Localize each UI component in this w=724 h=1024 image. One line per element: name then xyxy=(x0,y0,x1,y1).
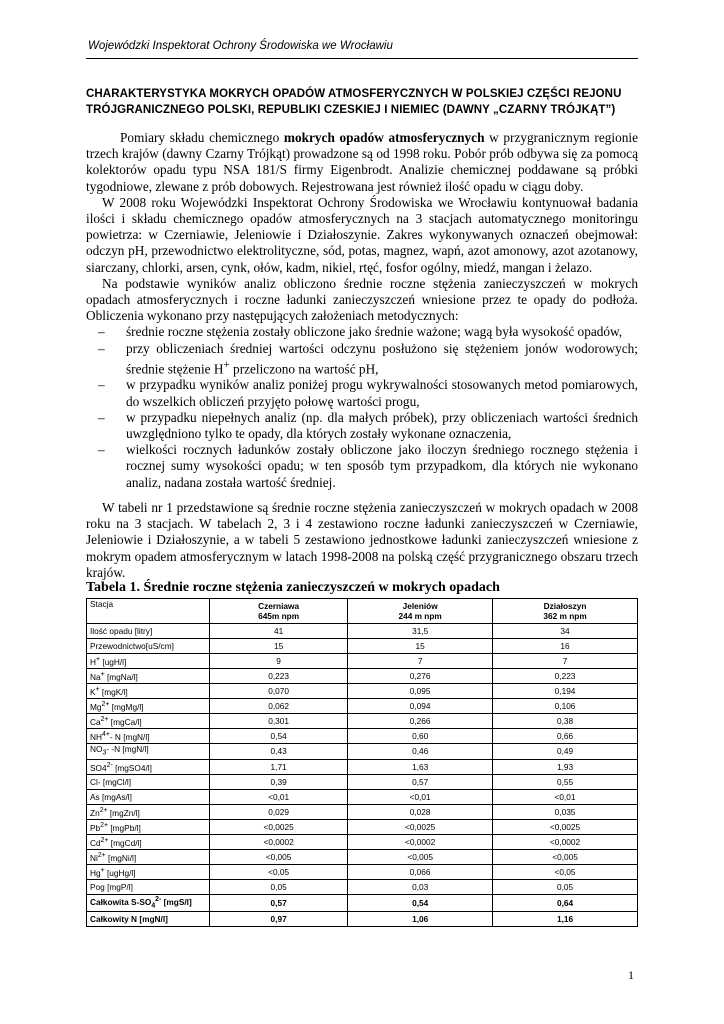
paragraph-3: Na podstawie wyników analiz obliczono średnie roczne stężenia zanieczyszczeń w mokrych opadach atmosferycznych i roczne ładunki zanieczyszczeń wniesione przez te opady do podłoża. Obliczenia wykonano przy następujących założeniach metodycznych: xyxy=(86,275,638,324)
table-cell: <0,05 xyxy=(210,864,348,879)
table-cell: 31,5 xyxy=(348,624,493,639)
spacer xyxy=(86,491,638,500)
table-cell: 1,16 xyxy=(493,912,638,927)
table-body xyxy=(87,624,638,927)
row-label: Hg+ [ugHg/l] xyxy=(87,864,210,879)
table-cell: <0,01 xyxy=(348,789,493,804)
table-cell: 0,57 xyxy=(210,894,348,911)
concentration-table xyxy=(86,598,638,927)
list-item-text: przeliczono na wartość pH, xyxy=(229,361,379,377)
table-cell: 1,06 xyxy=(348,912,493,927)
table-row xyxy=(87,684,638,699)
list-item: – wielkości rocznych ładunków zostały obliczone jako iloczyn średniego rocznego stężenia i rocznej sumy wysokości opadu; w ten sposób tym przypadkom, dla których nie wykonano analiz, nadana została wartość średniej. xyxy=(86,442,638,491)
row-label: Pog [mgP/l] xyxy=(87,879,210,894)
table-cell: 15 xyxy=(348,639,493,654)
table-cell: <0,0025 xyxy=(348,819,493,834)
table-cell: 0,05 xyxy=(493,879,638,894)
table-cell: 0,57 xyxy=(348,774,493,789)
table-cell: 0,54 xyxy=(210,729,348,744)
list-item-text: przy obliczeniach średniej wartości odczynu posłużono się stężeniem jonów wodorowych; średnie stężenie H xyxy=(126,340,638,377)
table-cell: 0,035 xyxy=(493,804,638,819)
table-row xyxy=(87,774,638,789)
row-label: Przewodnictwo[uS/cm] xyxy=(87,639,210,654)
table-cell: 0,39 xyxy=(210,774,348,789)
list-item: – średnie roczne stężenia zostały obliczone jako średnie ważone; wagą była wysokość opadów, xyxy=(86,324,638,340)
paragraph-1-start: Pomiary składu chemicznego xyxy=(120,130,284,145)
table-cell: <0,0025 xyxy=(493,819,638,834)
row-label: $Cd^{2+}$ [mgCd/l] xyxy=(87,834,210,849)
table-cell: 0,223 xyxy=(210,669,348,684)
row-label: $Zn^{2+}$ [mgZn/l] xyxy=(87,804,210,819)
paragraph-1 xyxy=(86,130,638,195)
table-cell: <0,01 xyxy=(210,789,348,804)
page-number: 1 xyxy=(628,968,634,982)
table-row xyxy=(87,864,638,879)
table-cell: 0,38 xyxy=(493,714,638,729)
table-cell: <0,0002 xyxy=(493,834,638,849)
table-cell: 0,194 xyxy=(493,684,638,699)
table-row xyxy=(87,669,638,684)
header-jeleniow: Jeleniów 244 m npm xyxy=(348,599,493,624)
row-label: $Ca^{2+}$ [mgCa/l] xyxy=(87,714,210,729)
paragraph-2: W 2008 roku Wojewódzki Inspektorat Ochrony Środowiska we Wrocławiu kontynuował badania ilości i składu chemicznego opadów atmosferycznych na 3 stacjach automatycznego monitoringu powietrza: w Czerniawie, Jeleniowie i Działoszynie. Zakres wykonywanych oznaczeń obejmował: odczyn pH, przewodnictwo elektrolityczne, sód, potas, magnez, wapń, azot amonowy, azot azotanowy, siarczany, chlorki, arsen, cynk, ołów, kadm, nikiel, rtęć, fosfor ogólny, miedź, mangan i żelazo. xyxy=(86,194,638,275)
table-cell: 1,63 xyxy=(348,759,493,774)
table-cell: 7 xyxy=(493,654,638,669)
paragraph-1-bold: mokrych opadów atmosferycznych xyxy=(283,130,485,145)
table-cell: 0,60 xyxy=(348,729,493,744)
table-caption: Tabela 1. Średnie roczne stężenia zanieczyszczeń w mokrych opadach xyxy=(86,580,500,595)
row-label: H+ [ugH/l] xyxy=(87,654,210,669)
table-row xyxy=(87,849,638,864)
table-cell: 0,094 xyxy=(348,699,493,714)
table-cell: 16 xyxy=(493,639,638,654)
header-rule xyxy=(86,58,638,59)
row-label: $Ni^{2+}$ [mgNi/l] xyxy=(87,849,210,864)
table-cell: 0,46 xyxy=(348,744,493,760)
table-row xyxy=(87,804,638,819)
table-cell: <0,01 xyxy=(493,789,638,804)
table-header-row xyxy=(87,599,638,624)
table-cell: 0,97 xyxy=(210,912,348,927)
table-row xyxy=(87,654,638,669)
row-label: Całkowity N [mgN/l] xyxy=(87,912,210,927)
table-cell: 0,03 xyxy=(348,879,493,894)
page-header: Wojewódzki Inspektorat Ochrony Środowiska we Wrocławiu xyxy=(88,40,393,52)
table-cell: 1,93 xyxy=(493,759,638,774)
row-label: As [mgAs/l] xyxy=(87,789,210,804)
table-cell: 0,070 xyxy=(210,684,348,699)
row-label: Całkowita $S-SO_4^{2-}$ [mgS/l] xyxy=(87,894,210,911)
table-row xyxy=(87,744,638,760)
table-cell: 0,55 xyxy=(493,774,638,789)
table-cell: <0,0025 xyxy=(210,819,348,834)
table-cell: 0,029 xyxy=(210,804,348,819)
table-cell: 0,54 xyxy=(348,894,493,911)
table-cell: 0,066 xyxy=(348,864,493,879)
table-row xyxy=(87,912,638,927)
table-cell: 0,106 xyxy=(493,699,638,714)
table-row xyxy=(87,879,638,894)
table-cell: 0,062 xyxy=(210,699,348,714)
table-row xyxy=(87,639,638,654)
superscript: + xyxy=(223,358,230,371)
assumptions-list xyxy=(86,324,638,490)
header-czerniawa: Czerniawa 645m npm xyxy=(210,599,348,624)
paragraph-1-end: w przygranicznym regionie trzech krajów (dawny Czarny Trójkąt) prowadzone są od 1998 roku. Pobór prób odbywa się za pomocą kolektorów opadu typu NSA 181/S firmy Eigenbrodt. Analizie chemicznej poddawane są próbki tygodniowe, zlewane z prób dobowych. Rejestrowana jest również ilość opadu w ciągu doby. xyxy=(86,130,638,194)
table-cell: <0,005 xyxy=(493,849,638,864)
table-cell: 0,223 xyxy=(493,669,638,684)
table-cell: 0,266 xyxy=(348,714,493,729)
table-cell: 0,05 xyxy=(210,879,348,894)
table-row xyxy=(87,624,638,639)
row-label: Cl- [mgCl/l] xyxy=(87,774,210,789)
table-cell: 41 xyxy=(210,624,348,639)
table-cell: 0,301 xyxy=(210,714,348,729)
table-row xyxy=(87,729,638,744)
row-label: $Mg^{2+}$ [mgMg/l] xyxy=(87,699,210,714)
list-item xyxy=(86,341,638,378)
row-label: $NH^{4+}-$ N [mgN/l] xyxy=(87,729,210,744)
table-row xyxy=(87,834,638,849)
table-cell: 0,49 xyxy=(493,744,638,760)
table-cell: <0,0002 xyxy=(210,834,348,849)
table-cell: <0,005 xyxy=(210,849,348,864)
header-dzialoszyn: Działoszyn 362 m npm xyxy=(493,599,638,624)
row-label: K+ [mgK/l] xyxy=(87,684,210,699)
table-cell: <0,05 xyxy=(493,864,638,879)
table-cell: 0,095 xyxy=(348,684,493,699)
table-row xyxy=(87,894,638,911)
paragraph-4: W tabeli nr 1 przedstawione są średnie roczne stężenia zanieczyszczeń w mokrych opadach w 2008 roku na 3 stacjach. W tabelach 2, 3 i 4 zestawiono roczne ładunki zanieczyszczeń w Czerniawie, Jeleniowie i Działoszynie, a w tabeli 5 zestawiono jednostkowe ładunki zanieczyszczeń wniesione z mokrym opadem atmosferycznym w latach 1998-2008 na polską część przygranicznego obszaru trzech krajów. xyxy=(86,499,638,580)
table-cell: 15 xyxy=(210,639,348,654)
table-row xyxy=(87,714,638,729)
header-station: Stacja xyxy=(87,599,210,624)
table-cell: 9 xyxy=(210,654,348,669)
table-cell: 34 xyxy=(493,624,638,639)
list-item: – w przypadku niepełnych analiz (np. dla małych próbek), przy obliczeniach wartości średnich uwzględniono tylko te opady, dla których zostały wykonane oznaczenia, xyxy=(86,410,638,442)
row-label: $SO4^{2-}$ [mgSO4/l] xyxy=(87,759,210,774)
table-cell: <0,0002 xyxy=(348,834,493,849)
table-cell: 0,028 xyxy=(348,804,493,819)
row-label: $Pb^{2+}$ [mgPb/l] xyxy=(87,819,210,834)
table-row xyxy=(87,819,638,834)
list-item: – w przypadku wyników analiz poniżej progu wykrywalności stosowanych metod pomiarowych, do wszelkich obliczeń przyjęto połowę wartości progu, xyxy=(86,377,638,409)
table-cell: 0,66 xyxy=(493,729,638,744)
table-cell: 0,276 xyxy=(348,669,493,684)
row-label: Na+ [mgNa/l] xyxy=(87,669,210,684)
body-text xyxy=(86,130,638,581)
table-cell: 1,71 xyxy=(210,759,348,774)
row-label: $NO_3-$ -N [mgN/l] xyxy=(87,744,210,760)
table-cell: <0,005 xyxy=(348,849,493,864)
row-label: Ilość opadu [litry] xyxy=(87,624,210,639)
table-cell: 7 xyxy=(348,654,493,669)
table-row xyxy=(87,699,638,714)
table-row xyxy=(87,789,638,804)
table-cell: 0,64 xyxy=(493,894,638,911)
table-cell: 0,43 xyxy=(210,744,348,760)
document-title: CHARAKTERYSTYKA MOKRYCH OPADÓW ATMOSFERYCZNYCH W POLSKIEJ CZĘŚCI REJONU TRÓJGRANICZNEGO POLSKI, REPUBLIKI CZESKIEJ I NIEMIEC (DAWNY „CZARNY TRÓJKĄT”) xyxy=(86,88,622,116)
table-row xyxy=(87,759,638,774)
